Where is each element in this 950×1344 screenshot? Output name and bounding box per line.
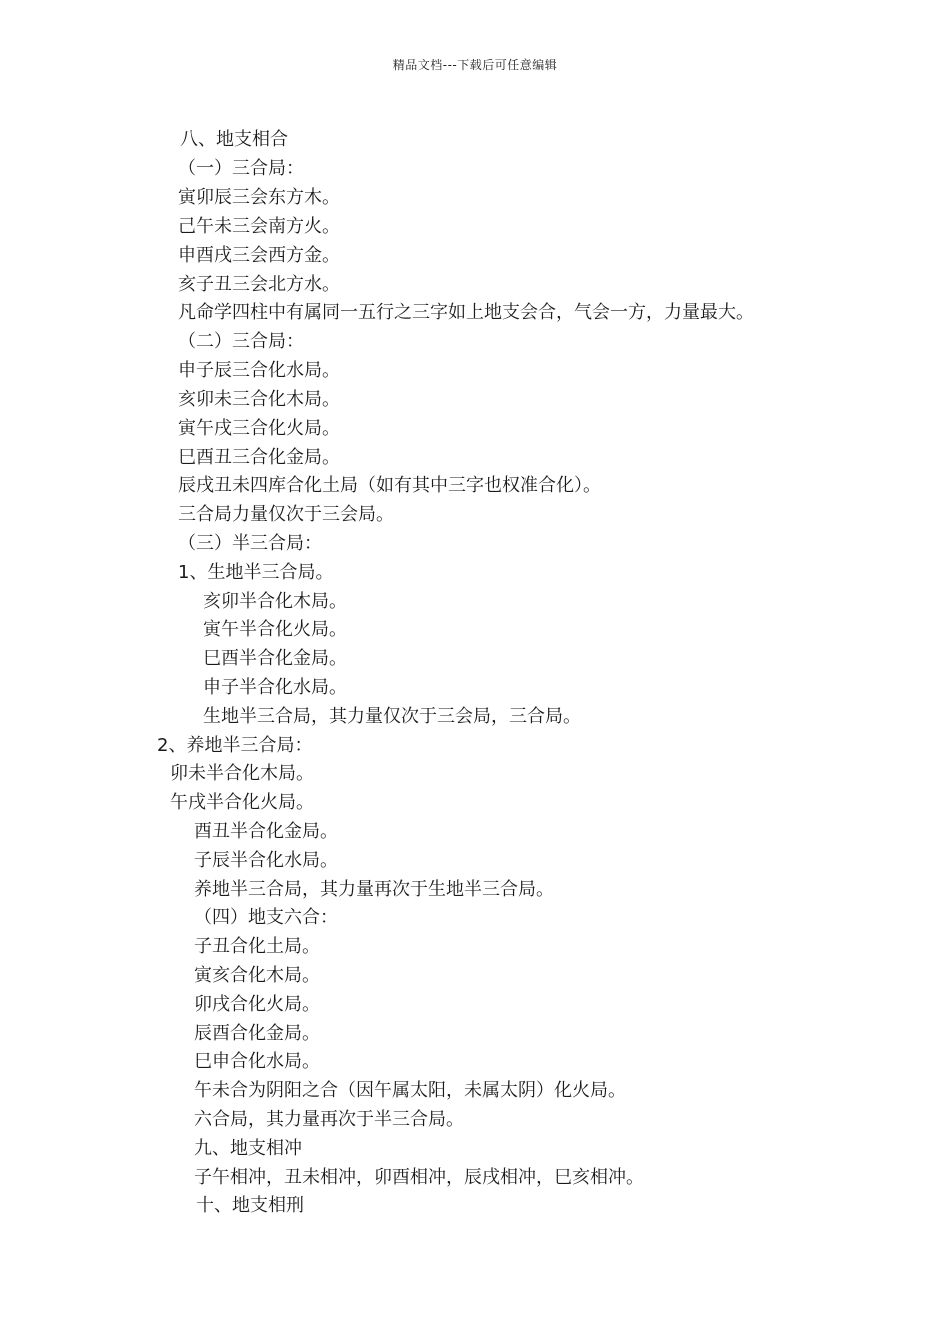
- subsection-heading: （三）半三合局：: [178, 533, 322, 554]
- text-line: 巳酉丑三合化金局。: [178, 447, 340, 468]
- numbered-item: 1、生地半三合局。: [178, 562, 334, 583]
- text-line: 申子半合化水局。: [203, 677, 347, 698]
- text-line: 子辰半合化水局。: [194, 850, 338, 871]
- subsection-heading: （二）三合局：: [178, 331, 304, 352]
- text-line: 卯未半合化木局。: [170, 763, 314, 784]
- text-line: 六合局，其力量再次于半三合局。: [194, 1109, 464, 1130]
- text-line: 亥卯未三合化木局。: [178, 389, 340, 410]
- text-line: 寅卯辰三会东方木。: [178, 187, 340, 208]
- text-line: 申酉戌三会西方金。: [178, 245, 340, 266]
- subsection-heading: （一）三合局：: [178, 158, 304, 179]
- text-line: 凡命学四柱中有属同一五行之三字如上地支会合，气会一方，力量最大。: [178, 302, 754, 323]
- text-line: 寅午戌三合化火局。: [178, 418, 340, 439]
- page-header: 精品文档---下载后可任意编辑: [392, 58, 558, 72]
- numbered-item: 2、养地半三合局：: [157, 735, 313, 756]
- text-line: 寅亥合化木局。: [194, 965, 320, 986]
- text-line: 辰戌丑未四库合化土局（如有其中三字也权准合化）。: [178, 475, 601, 496]
- text-line: 辰酉合化金局。: [194, 1023, 320, 1044]
- text-line: 三合局力量仅次于三会局。: [178, 504, 394, 525]
- text-line: 午未合为阴阳之合（因午属太阳，未属太阴）化火局。: [194, 1080, 626, 1101]
- text-line: 子丑合化土局。: [194, 936, 320, 957]
- text-line: 午戌半合化火局。: [170, 792, 314, 813]
- text-line: 巳申合化水局。: [194, 1051, 320, 1072]
- section-heading: 九、地支相冲: [194, 1138, 302, 1159]
- text-line: 生地半三合局，其力量仅次于三会局，三合局。: [203, 706, 581, 727]
- subsection-heading: （四）地支六合：: [194, 907, 338, 928]
- text-line: 酉丑半合化金局。: [194, 821, 338, 842]
- text-line: 亥卯半合化木局。: [203, 591, 347, 612]
- text-line: 申子辰三合化水局。: [178, 360, 340, 381]
- text-line: 己午未三会南方火。: [178, 216, 340, 237]
- text-line: 亥子丑三会北方水。: [178, 274, 340, 295]
- text-line: 养地半三合局，其力量再次于生地半三合局。: [194, 879, 554, 900]
- section-heading: 十、地支相刑: [196, 1195, 304, 1216]
- text-line: 卯戌合化火局。: [194, 994, 320, 1015]
- text-line: 寅午半合化火局。: [203, 619, 347, 640]
- text-line: 巳酉半合化金局。: [203, 648, 347, 669]
- section-heading: 八、地支相合: [180, 129, 288, 150]
- text-line: 子午相冲，丑未相冲，卯酉相冲，辰戌相冲，巳亥相冲。: [194, 1167, 644, 1188]
